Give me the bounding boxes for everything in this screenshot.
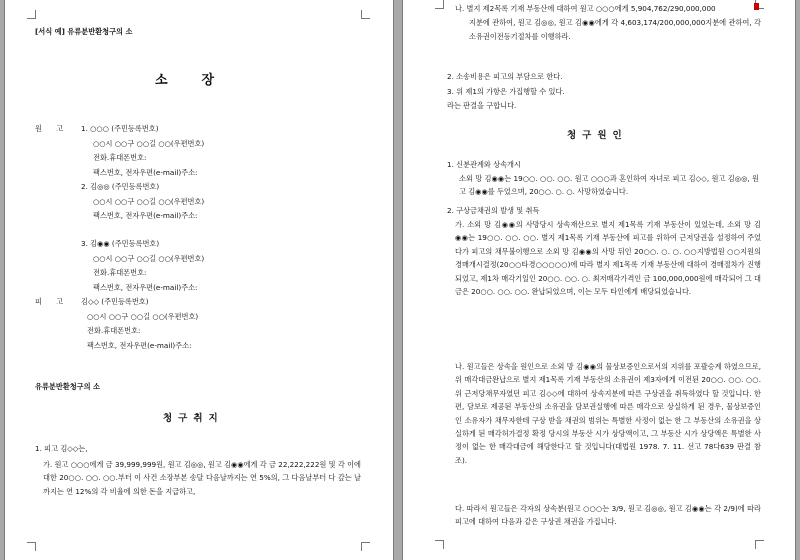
cause-section-1: 1. 신분관계와 상속개시 [447,160,521,169]
claim-item-1: 1. 피고 김◇◇는, [35,444,88,453]
plaintiff-2-fax: 팩스번호, 전자우편(e-mail)주소: [93,211,198,220]
claim-heading: 청구취지 [163,413,224,424]
defendant-name: 김◇◇ (주민등록번호) [81,297,149,306]
crop-mark [755,540,764,549]
document-page-right [402,0,796,560]
plaintiff-3-fax: 팩스번호, 전자우편(e-mail)주소: [93,283,198,292]
document-page-left [4,0,394,560]
claim-item-1-na: 나. 별지 제2목록 기재 부동산에 대하여 원고 ○○○에게 5,904,762/290,000,000 [455,4,716,13]
defendant-label: 피 고 [35,297,70,306]
form-label: [서식 예] 유류분반환청구의 소 [35,27,133,36]
plaintiff-1-phone: 전화․휴대폰번호: [93,153,147,162]
cause-section-1-body: 소외 망 김◉◉는 19○○. ○○. ○○. 원고 ○○○과 혼인하여 자녀로 피고 김◇◇, 원고 김◎◎, 원고 김◉◉를 두었으며, 20○○. ○. ○. 사망하였습니다. [459,174,759,197]
plaintiff-2-address: ○○시 ○○구 ○○길 ○○(우편번호) [93,197,205,206]
plaintiff-1-name: 1. ○○○ (주민등록번호) [81,124,159,133]
crop-mark [361,542,370,551]
claim-item-1-ga: 가. 원고 ○○○에게 금 39,999,999원, 원고 김◎◎, 원고 김◉◉에게 각 금 22,222,222원 및 각 이에 대한 20○○. ○○. ○○.부터 이 사건 소장부본 송달 다음날까지는 연 5%의, 그 다음날부터 다 갚는 날까지는 연 12%의 각 비율에 의한 돈을 지급하고, [43,460,361,496]
cause-section-2: 2. 구상금채권의 발생 및 취득 [447,206,540,215]
plaintiff-1-fax: 팩스번호, 전자우편(e-mail)주소: [93,168,198,177]
crop-mark [27,10,36,19]
plaintiff-3-phone: 전화․휴대폰번호: [93,268,147,277]
crop-mark [361,10,370,19]
cause-section-2-ga: 가. 소외 망 김◉◉의 사망당시 상속재산으로 별지 제1목록 기재 부동산이 있었는데, 소외 망 김◉◉는 19○○. ○○. ○○. 별지 제1목록 기재 부동산에 피고를 위하여 근저당권을 설정하여 주었다가 피고의 채무불이행으로 소외 망 김◉◉의 사망 뒤인 20○○. ○. ○. ○○지방법원 ○○지원의 경매개시결정(20○○타경○○○○○)에 따라 별지 제1목록 기재 부동산에 대하여 경매절차가 진행되었고, 제1차 매각기일인 20○○. ○○. ○. 최저매각가격인 금 100,000,000원에 매각되어 그 대금은 20○○. ○○. ○○. 완납되었으며, 이는 모두 타인에게 배당되었습니다. [455,220,761,297]
claim-closing: 라는 판결을 구합니다. [447,101,517,110]
case-name: 유류분반환청구의 소 [35,382,100,391]
plaintiff-1-address: ○○시 ○○구 ○○길 ○○(우편번호) [93,139,205,148]
plaintiff-2-name: 2. 김◎◎ (주민등록번호) [81,182,160,191]
cause-section-2-na: 나. 원고들은 상속을 원인으로 소외 망 김◉◉의 물상보증인으로서의 지위를 포괄승계 하였으므로, 위 매각대금완납으로 별지 제1목록 기재 부동산의 소유권이 제3자에게 이전된 20○○. ○○. ○○. 위 근저당채무자였던 피고 김◇◇에 대하여 상속지분에 따른 구상권을 취득하였다 할 것입니다. 한편, 담보로 제공된 부동산의 소유권을 담보권실행에 따른 매각으로 상실하게 된 경우, 물상보증인인 소유자가 채무자한테 구상 받을 채권의 범위는 특별한 사정이 없는 한 그 부동산의 소유권을 상실하게 된 매각허가결정 확정 당시의 부동산 시가 상당액이고, 그 부동산 시가 상당액은 특별한 사정이 없는 한 매각대금에 해당한다고 할 것입니다(대법원 1978. 7. 11. 선고 78다639 판결 참조). [455,362,761,465]
plaintiff-3-address: ○○시 ○○구 ○○길 ○○(우편번호) [93,254,205,263]
cursor-marker [754,3,759,10]
plaintiff-label: 원 고 [35,124,70,133]
defendant-address: ○○시 ○○구 ○○길 ○○(우편번호) [87,312,199,321]
claim-item-2: 2. 소송비용은 피고의 부담으로 한다. [447,72,563,81]
claim-item-3: 3. 위 제1의 가항은 가집행할 수 있다. [447,87,565,96]
plaintiff-3-name: 3. 김◉◉ (주민등록번호) [81,239,160,248]
document-title: 소장 [155,73,249,88]
defendant-fax: 팩스번호, 전자우편(e-mail)주소: [87,341,192,350]
crop-mark [435,0,444,9]
claim-item-1-na-continued: 지분에 관하여, 원고 김◎◎, 원고 김◉◉에게 각 4,603,174/200,000,000지분에 관하여, 각 소유권이전등기절차를 이행하라. [469,18,761,41]
crop-mark [435,540,444,549]
cause-heading: 청구원인 [567,130,628,141]
cause-section-2-da: 다. 따라서 원고들은 각자의 상속분(원고 ○○○는 3/9, 원고 김◎◎, 원고 김◉◉는 각 2/9)에 따라 피고에 대하여 다음과 같은 구상권 채권을 가집니다. [455,504,761,527]
defendant-phone: 전화․휴대폰번호: [87,326,141,335]
crop-mark [27,542,36,551]
